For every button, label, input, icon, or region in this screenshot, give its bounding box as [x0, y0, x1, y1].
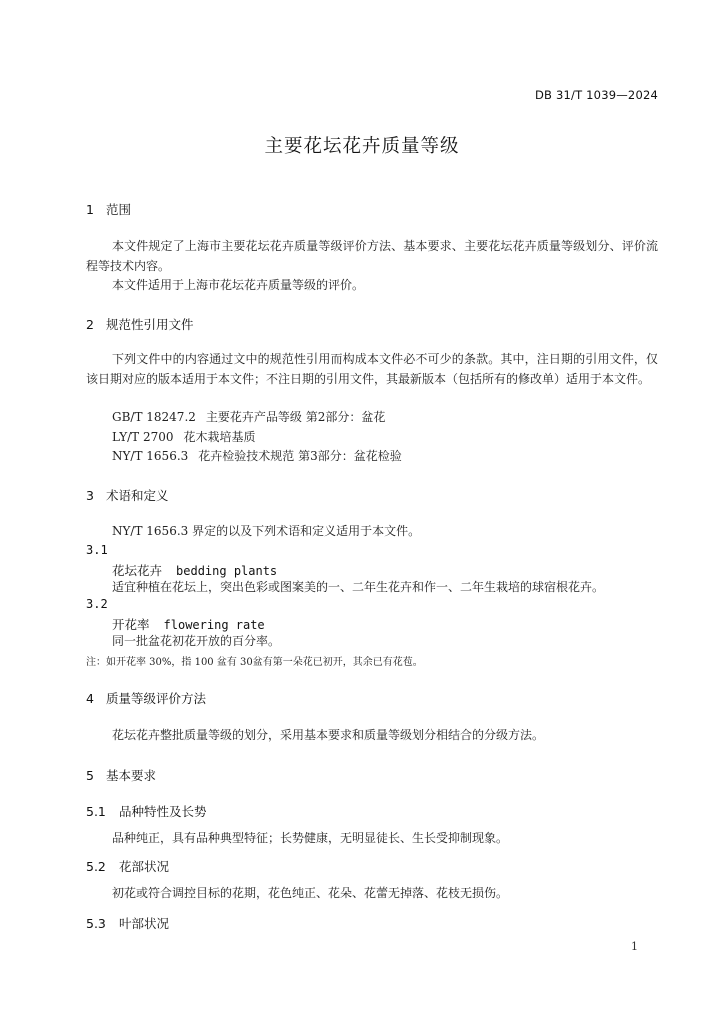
section-1-paragraph-1: 本文件规定了上海市主要花坛花卉质量等级评价方法、基本要求、主要花坛花卉质量等级划分、评价流程等技术内容。 — [86, 239, 658, 273]
reference-item — [112, 447, 402, 464]
page-title: 主要花坛花卉质量等级 — [264, 136, 460, 157]
section-4-paragraph-1: 花坛花卉整批质量等级的划分，采用基本要求和质量等级划分相结合的分级方法。 — [112, 728, 545, 742]
section-number: 5 — [86, 768, 94, 783]
reference-title: 花木栽培基质 — [183, 430, 256, 444]
term-definition: 同一批盆花初花开放的百分率。 — [112, 634, 281, 648]
section-title: 术语和定义 — [106, 488, 169, 503]
subsection-title: 叶部状况 — [119, 916, 170, 931]
subsection-number: 5.3 — [86, 916, 106, 931]
section-number: 3 — [86, 488, 94, 503]
section-title: 范围 — [106, 202, 132, 217]
section-1-paragraph-2: 本文件适用于上海市花坛花卉质量等级的评价。 — [112, 278, 365, 292]
subsection-5-3-heading — [86, 914, 169, 932]
reference-item — [112, 408, 385, 425]
term-title — [112, 615, 265, 633]
reference-title: 花卉检验技术规范 第3部分：盆花检验 — [198, 449, 402, 463]
section-title: 质量等级评价方法 — [106, 691, 207, 706]
reference-title: 主要花卉产品等级 第2部分：盆花 — [205, 410, 386, 424]
subsection-5-2-text: 初花或符合调控目标的花期，花色纯正、花朵、花蕾无掉落、花枝无损伤。 — [112, 886, 509, 900]
term-english: flowering rate — [163, 618, 265, 632]
reference-code: LY/T 2700 — [112, 430, 174, 444]
term-chinese: 花坛花卉 — [112, 563, 163, 578]
section-2-paragraph-1: 下列文件中的内容通过文中的规范性引用而构成本文件必不可少的条款。其中，注日期的引用文件，仅该日期对应的版本适用于本文件；不注日期的引用文件，其最新版本（包括所有的修改单）适用于本文件。 — [86, 352, 658, 386]
subsection-number: 5.2 — [86, 859, 106, 874]
reference-code: GB/T 18247.2 — [112, 410, 196, 424]
section-3-paragraph-1: NY/T 1656.3 界定的以及下列术语和定义适用于本文件。 — [112, 524, 421, 538]
term-definition: 适宜种植在花坛上，突出色彩或图案美的一、二年生花卉和作一、二年生栽培的球宿根花卉。 — [112, 580, 605, 594]
subsection-5-1-heading — [86, 802, 207, 820]
term-number: 3.1 — [86, 543, 108, 557]
term-title — [112, 561, 277, 579]
subsection-5-1-text: 品种纯正，具有品种典型特征；长势健康，无明显徒长、生长受抑制现象。 — [112, 831, 509, 845]
term-english: bedding plants — [176, 564, 278, 578]
section-5-heading — [86, 766, 156, 784]
term-chinese: 开花率 — [112, 617, 150, 632]
section-title: 基本要求 — [106, 768, 157, 783]
section-2-heading — [86, 315, 194, 333]
document-code: DB 31/T 1039—2024 — [534, 88, 658, 102]
reference-item — [112, 428, 256, 445]
page-number: 1 — [631, 940, 638, 953]
section-1-heading — [86, 200, 131, 218]
section-number: 4 — [86, 691, 94, 706]
section-number: 1 — [86, 202, 94, 217]
section-number: 2 — [86, 317, 94, 332]
subsection-number: 5.1 — [86, 804, 106, 819]
subsection-title: 品种特性及长势 — [119, 804, 207, 819]
section-title: 规范性引用文件 — [106, 317, 194, 332]
term-note: 注：如开花率 30%，指 100 盆有 30盆有第一朵花已初开，其余已有花苞。 — [86, 657, 423, 668]
subsection-5-2-heading — [86, 857, 169, 875]
term-number: 3.2 — [86, 597, 108, 611]
reference-code: NY/T 1656.3 — [112, 449, 189, 463]
section-4-heading — [86, 689, 206, 707]
section-3-heading — [86, 486, 169, 504]
subsection-title: 花部状况 — [119, 859, 170, 874]
